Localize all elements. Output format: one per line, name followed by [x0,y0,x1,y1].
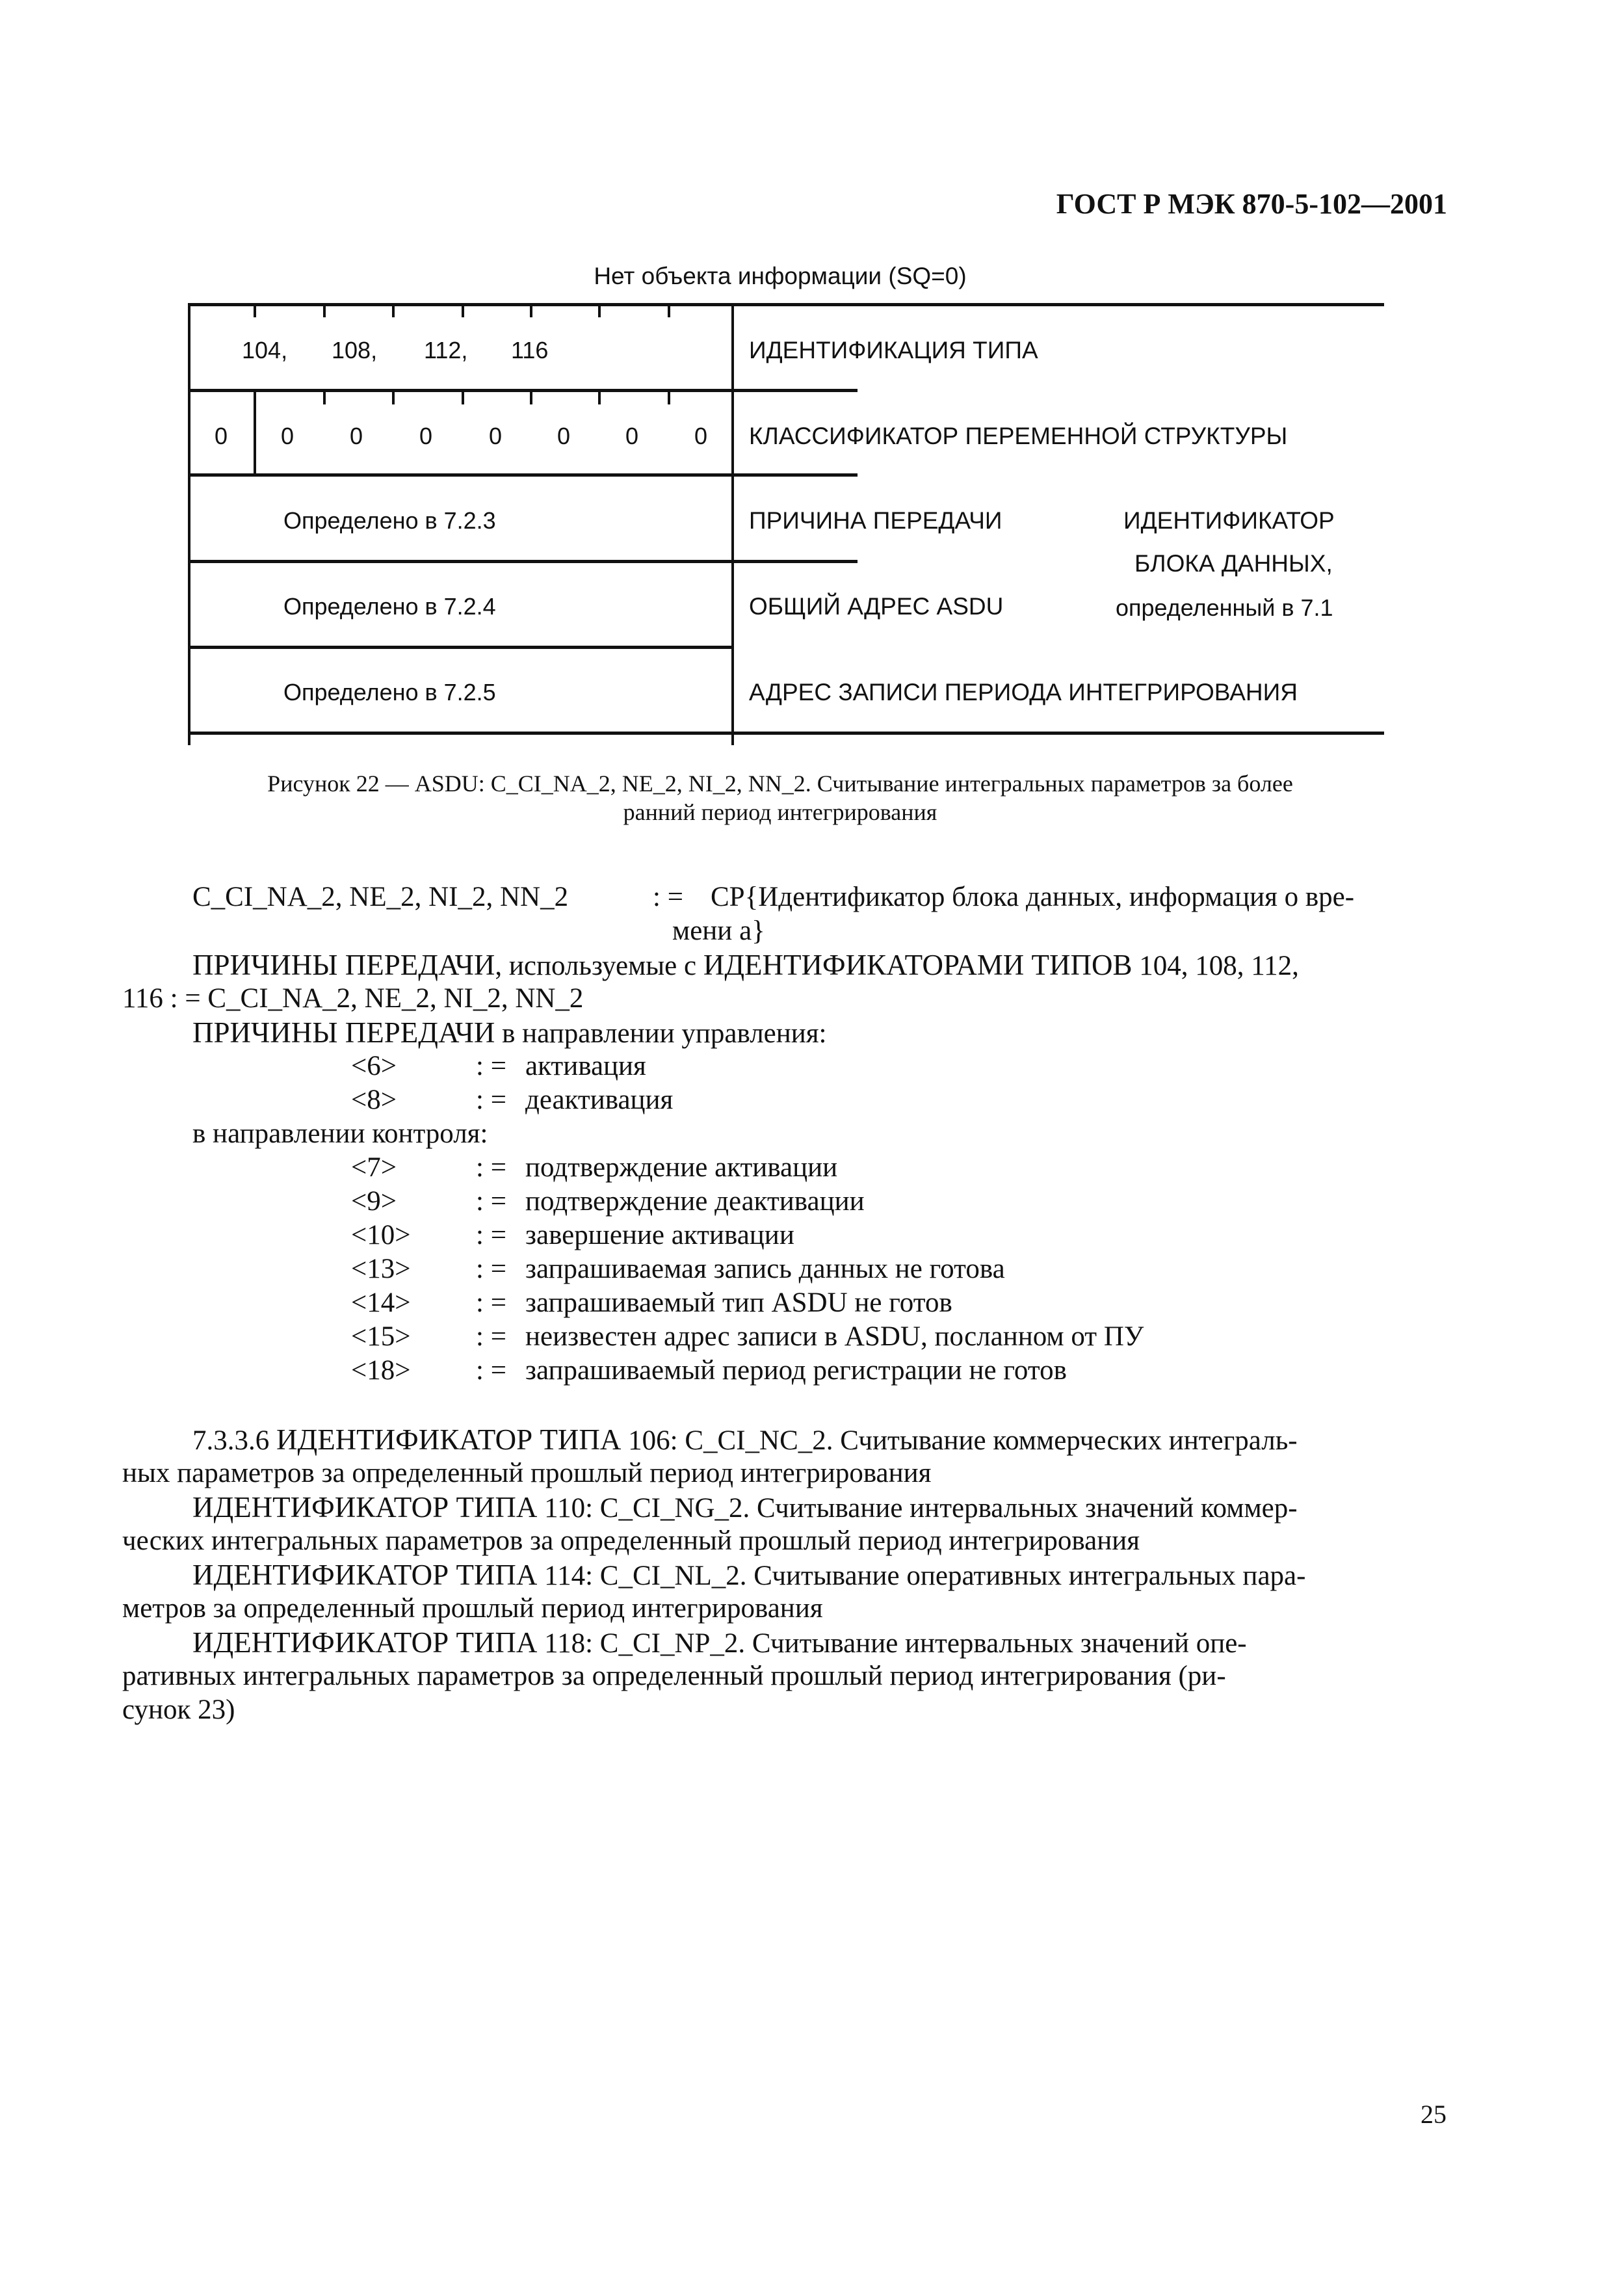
cause-op: : = [476,1186,506,1217]
bit-tick [254,303,256,317]
cause-op: : = [476,1254,506,1284]
bit-tick [392,303,395,317]
table-divider [731,303,734,745]
document-code: ГОСТ Р МЭК 870-5-102—2001 [1056,188,1447,220]
paragraph-line: сунок 23) [122,1695,235,1725]
section-number: 7.3.3.6 [192,1425,270,1456]
bit-value: 0 [215,423,228,449]
figure-caption [0,769,1560,826]
causes-intro-line2: 116 : = C_CI_NA_2, NE_2, NI_2, NN_2 [122,983,584,1014]
paragraph-text: 118: C_CI_NP_2. Считывание интервальных значений опе- [544,1628,1247,1659]
definition-op: : = [653,882,683,912]
bit-tick [462,390,464,404]
cause-code: <7> [351,1152,397,1183]
row-separator-3 [188,560,858,563]
definition-rhs-line2: мени a} [672,916,765,946]
cause-code: <8> [351,1085,397,1115]
paragraph-line: ных параметров за определенный прошлый период интегрирования [122,1458,932,1488]
cause-code: <10> [351,1220,411,1250]
cause-text: запрашиваемый период регистрации не готов [525,1355,1067,1386]
cause-text: завершение активации [525,1220,794,1250]
type-id-value: 116 [511,337,549,363]
type-id-caps: ИДЕНТИФИКАТОР ТИПА [276,1423,622,1456]
type-id-caps: ИДЕНТИФИКАТОР ТИПА [192,1491,538,1524]
type-id-value: 104, [242,337,288,363]
definition-lhs: C_CI_NA_2, NE_2, NI_2, NN_2 [192,882,569,912]
side-note-line: БЛОКА ДАННЫХ, [1134,550,1333,577]
paragraph-text: 110: C_CI_NG_2. Считывание интервальных значений коммер- [544,1493,1298,1524]
side-note-line: ИДЕНТИФИКАТОР [1123,507,1335,534]
control-caps: ПРИЧИНЫ ПЕРЕДАЧИ [192,1016,495,1049]
type-id-caps: ИДЕНТИФИКАТОР ТИПА [192,1559,538,1591]
paragraph-text: 114: C_CI_NL_2. Считывание оперативных интегральных пара- [544,1561,1306,1591]
row-label-record-address: АДРЕС ЗАПИСИ ПЕРИОДА ИНТЕГРИРОВАНИЯ [749,679,1298,706]
cell-defined-724: Определено в 7.2.4 [283,593,496,620]
section-paragraph-4 [192,1626,1247,1661]
page-number: 25 [1421,2100,1447,2129]
bit-tick [462,303,464,317]
cause-op: : = [476,1355,506,1386]
bit-value: 0 [625,423,639,449]
side-note-line: определенный в 7.1 [1116,594,1333,621]
section-paragraph-2 [192,1490,1298,1525]
bit-tick [392,390,395,404]
bit-value: 0 [350,423,363,449]
bit-tick [323,303,326,317]
type-id-value: 112, [424,337,468,363]
cause-op: : = [476,1051,506,1081]
paragraph-line: метров за определенный прошлый период интегрирования [122,1593,823,1624]
causes-intro-caps2: ИДЕНТИФИКАТОРАМИ ТИПОВ [703,949,1133,981]
type-id-caps: ИДЕНТИФИКАТОР ТИПА [192,1626,538,1659]
cause-code: <13> [351,1254,411,1284]
row-label-type-id: ИДЕНТИФИКАЦИЯ ТИПА [749,337,1038,363]
bit-value: 0 [281,423,295,449]
section-paragraph-1 [192,1423,1298,1458]
cause-text: запрашиваемый тип ASDU не готов [525,1287,952,1318]
bit-tick [668,390,670,404]
cause-code: <15> [351,1321,411,1352]
control-text: в направлении управления: [502,1018,827,1049]
cell-defined-723: Определено в 7.2.3 [283,507,496,534]
causes-intro [192,948,1299,983]
figure-caption-line1: Рисунок 22 — ASDU: C_CI_NA_2, NE_2, NI_2, NN_2. Считывание интегральных параметров за более [267,771,1293,797]
figure-top-caption: Нет объекта информации (SQ=0) [594,263,967,289]
cause-text: подтверждение деактивации [525,1186,865,1217]
causes-intro-caps: ПРИЧИНЫ ПЕРЕДАЧИ [192,949,495,981]
cause-text: запрашиваемая запись данных не готова [525,1254,1005,1284]
bit-tick [668,303,670,317]
table-top-border [188,303,1384,306]
bit-value: 0 [489,423,503,449]
cause-op: : = [476,1220,506,1250]
cause-code: <14> [351,1287,411,1318]
definition-rhs-line1: CP{Идентификатор блока данных, информация о вре- [711,882,1355,912]
bit-value: 0 [557,423,571,449]
control-direction-heading [192,1016,826,1051]
row-separator-1 [188,389,858,392]
bit-separator [254,390,256,475]
cause-text: деактивация [525,1085,674,1115]
figure-caption-line2: ранний период интегрирования [623,799,937,825]
table-bottom-border [188,732,1384,735]
monitor-direction-heading: в направлении контроля: [192,1118,488,1149]
cause-op: : = [476,1321,506,1352]
row-label-cause: ПРИЧИНА ПЕРЕДАЧИ [749,507,1002,534]
cause-code: <18> [351,1355,411,1386]
cause-code: <9> [351,1186,397,1217]
paragraph-line: ческих интегральных параметров за определенный прошлый период интегрирования [122,1525,1140,1556]
cause-text: подтверждение активации [525,1152,838,1183]
table-left-border [188,303,190,745]
cause-op: : = [476,1287,506,1318]
cause-op: : = [476,1085,506,1115]
type-id-value: 108, [332,337,378,363]
row-separator-2 [188,473,858,477]
causes-intro-text: , используемые с [495,951,697,981]
cause-text: активация [525,1051,646,1081]
cause-text: неизвестен адрес записи в ASDU, посланном от ПУ [525,1321,1144,1352]
bit-value: 0 [694,423,708,449]
paragraph-line: ративных интегральных параметров за определенный прошлый период интегрирования (ри- [122,1661,1226,1691]
row-separator-4 [188,646,734,649]
row-label-variable-structure: КЛАССИФИКАТОР ПЕРЕМЕННОЙ СТРУКТУРЫ [749,423,1288,449]
bit-tick [530,390,532,404]
cell-defined-725: Определено в 7.2.5 [283,679,496,706]
bit-tick [598,390,601,404]
bit-tick [598,303,601,317]
cause-code: <6> [351,1051,397,1081]
cause-op: : = [476,1152,506,1183]
bit-value: 0 [419,423,433,449]
causes-intro-text2: 104, 108, 112, [1139,951,1299,981]
bit-tick [530,303,532,317]
section-paragraph-3 [192,1558,1305,1593]
paragraph-text: 106: C_CI_NC_2. Считывание коммерческих интеграль- [628,1425,1298,1456]
bit-tick [323,390,326,404]
row-label-common-address: ОБЩИЙ АДРЕС ASDU [749,593,1004,620]
